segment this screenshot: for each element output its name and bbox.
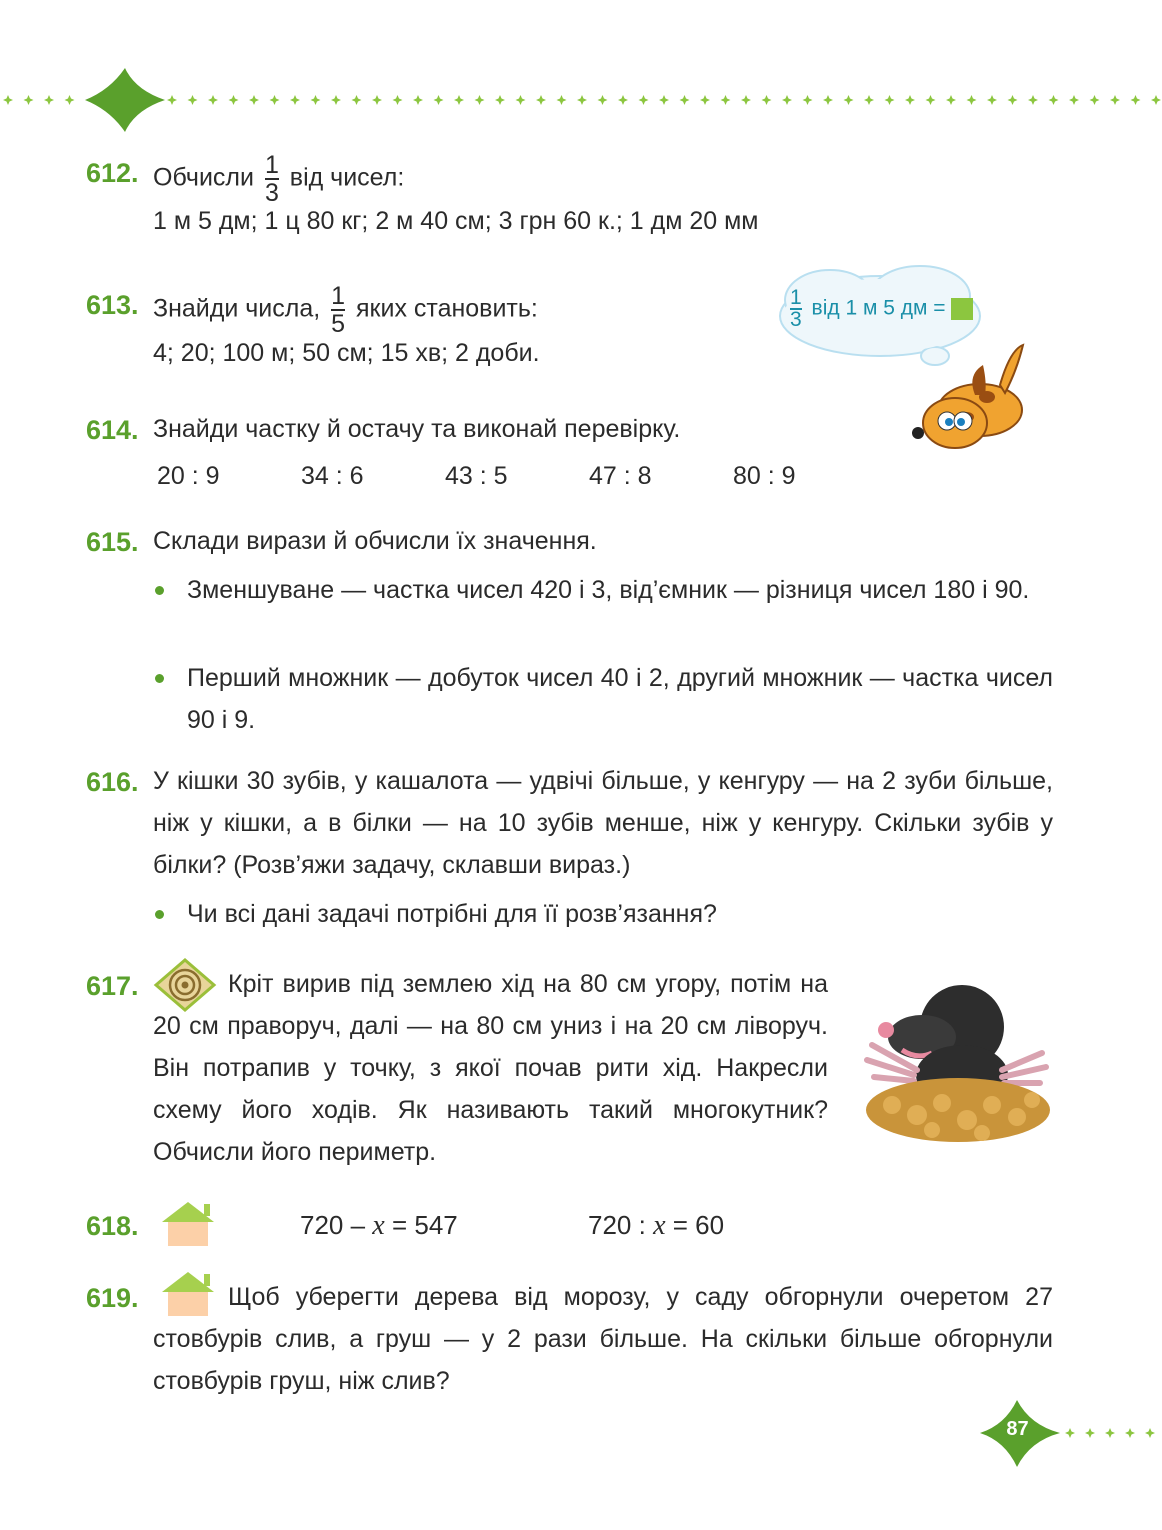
- exercise-612-text: [153, 152, 404, 206]
- fraction: [331, 283, 345, 337]
- star-decoration-icon: [618, 95, 628, 105]
- text-before: Обчисли: [153, 163, 254, 192]
- bullet-icon: [155, 674, 164, 683]
- exercise-number: 613.: [86, 290, 139, 320]
- star-decoration-icon: [1090, 95, 1100, 105]
- mole-illustration-icon: [862, 975, 1054, 1150]
- star-decoration-icon: [905, 95, 915, 105]
- exercise-number: 614.: [86, 415, 139, 445]
- fraction-numerator: 1: [264, 151, 279, 179]
- text-after: від чисел:: [289, 163, 405, 192]
- exercise-613-values: 4; 20; 100 м; 50 см; 15 хв; 2 доби.: [153, 339, 540, 367]
- bubble-expression: від 1 м 5 дм =: [811, 296, 946, 320]
- star-decoration-icon: [1151, 95, 1161, 105]
- star-decoration-icon: [1110, 95, 1120, 105]
- exercise-number: 615.: [86, 527, 139, 557]
- fraction-denominator: 3: [264, 179, 279, 207]
- fraction-numerator: 1: [790, 286, 802, 309]
- exercise-number: 617.: [86, 971, 139, 1001]
- star-decoration-icon: [536, 95, 546, 105]
- equation-left: 720 –: [300, 1210, 373, 1240]
- exercise-619-text: Щоб уберегти дерева від морозу, у саду обгорнули очеретом 27 стовбурів слив, а груш — у 2 рази більше. На скільки більше обгорнули стовбурів груш, ніж слив?: [153, 1283, 1053, 1395]
- exercise-number: 618.: [86, 1211, 139, 1241]
- star-decoration-icon: [1105, 1428, 1115, 1438]
- star-decoration-icon: [352, 95, 362, 105]
- star-decoration-icon: [270, 95, 280, 105]
- star-decoration-icon: [1069, 95, 1079, 105]
- star-decoration-icon: [823, 95, 833, 105]
- equation-right: = 547: [384, 1210, 458, 1240]
- exercise-615-bullet-2: Перший множник — добуток чисел 40 і 2, другий множник — частка чисел 90 і 9.: [187, 664, 1053, 734]
- star-decoration-icon: [311, 95, 321, 105]
- equation-2: [588, 1210, 724, 1242]
- exercise-612-values: 1 м 5 дм; 1 ц 80 кг; 2 м 40 см; 3 грн 60 к.; 1 дм 20 мм: [153, 207, 759, 235]
- division-item: 43 : 5: [445, 462, 508, 490]
- star-decoration-icon: [3, 95, 13, 105]
- exercise-number: 612.: [86, 158, 139, 188]
- homework-house-icon: [160, 1198, 216, 1248]
- division-item: 20 : 9: [157, 462, 220, 490]
- star-decoration-icon: [598, 95, 608, 105]
- equation-variable: x: [653, 1210, 666, 1241]
- fraction-numerator: 1: [331, 282, 346, 310]
- exercise-616-bullet: Чи всі дані задачі потрібні для її розв’язання?: [187, 900, 717, 928]
- dog-illustration-icon: [905, 335, 1030, 460]
- star-decoration-icon: [1131, 95, 1141, 105]
- star-decoration-icon: [413, 95, 423, 105]
- star-decoration-icon: [1065, 1428, 1075, 1438]
- star-decoration-icon: [290, 95, 300, 105]
- star-decoration-icon: [680, 95, 690, 105]
- fraction: [265, 152, 279, 206]
- exercise-615-bullet-1: Зменшуване — частка чисел 420 і 3, від’ємник — різниця чисел 180 і 90.: [187, 576, 1030, 604]
- text-after: яких становить:: [356, 294, 538, 323]
- bullet-icon: [155, 910, 164, 919]
- exercise-615-text: Склади вирази й обчисли їх значення.: [153, 527, 597, 555]
- star-decoration-icon: [721, 95, 731, 105]
- star-decoration-icon: [967, 95, 977, 105]
- fraction-denominator: 3: [790, 308, 802, 331]
- star-decoration-icon: [331, 95, 341, 105]
- star-decoration-icon: [926, 95, 936, 105]
- star-decoration-icon: [1085, 1428, 1095, 1438]
- star-decoration-icon: [782, 95, 792, 105]
- equation-1: [300, 1210, 458, 1242]
- star-decoration-icon: [454, 95, 464, 105]
- division-item: 80 : 9: [733, 462, 796, 490]
- star-decoration-icon: [1125, 1428, 1135, 1438]
- star-decoration-icon: [249, 95, 259, 105]
- equation-right: = 60: [665, 1210, 725, 1240]
- star-decoration-icon: [434, 95, 444, 105]
- star-decoration-icon: [557, 95, 567, 105]
- star-decoration-icon: [741, 95, 751, 105]
- answer-square-icon: [951, 298, 973, 320]
- star-decoration-icon: [639, 95, 649, 105]
- star-decoration-icon: [885, 95, 895, 105]
- star-decoration-icon: [44, 95, 54, 105]
- star-decoration-icon: [393, 95, 403, 105]
- exercise-617-text: Кріт вирив під землею хід на 80 см угору, потім на 20 см праворуч, далі — на 80 см униз і на 20 см ліворуч. Він потрапив у точку, з якої почав рити хід. Накресли схему його ходів. Як називають такий многокутник? Обчисли його периметр.: [153, 970, 828, 1166]
- fraction: [790, 288, 802, 330]
- division-item: 47 : 8: [589, 462, 652, 490]
- star-decoration-icon: [188, 95, 198, 105]
- star-decoration-icon: [24, 95, 34, 105]
- star-decoration-icon: [65, 95, 75, 105]
- division-item: 34 : 6: [301, 462, 364, 490]
- star-decoration-icon: [803, 95, 813, 105]
- star-decoration-icon: [864, 95, 874, 105]
- text-before: Знайди числа,: [153, 294, 321, 323]
- exercise-616-text: У кішки 30 зубів, у кашалота — удвічі більше, у кенгуру — на 2 зуби більше, ніж у кішки, а в білки — на 10 зубів менше, ніж у кенгуру. Скільки зубів у білки? (Розв’яжи задачу, склавши вираз.): [153, 767, 1053, 879]
- equation-left: 720 :: [588, 1210, 654, 1240]
- star-decoration-icon: [475, 95, 485, 105]
- fraction-denominator: 5: [331, 310, 346, 338]
- star-decoration-icon: [516, 95, 526, 105]
- star-decoration-icon: [1049, 95, 1059, 105]
- exercise-number: 619.: [86, 1283, 139, 1313]
- diamond-ornament-icon: [85, 68, 165, 132]
- star-decoration-icon: [208, 95, 218, 105]
- bullet-icon: [155, 586, 164, 595]
- star-decoration-icon: [946, 95, 956, 105]
- star-decoration-icon: [659, 95, 669, 105]
- star-decoration-icon: [229, 95, 239, 105]
- star-decoration-icon: [700, 95, 710, 105]
- page-number: 87: [1006, 1418, 1029, 1440]
- star-decoration-icon: [167, 95, 177, 105]
- thought-bubble-text: [786, 288, 973, 330]
- star-decoration-icon: [577, 95, 587, 105]
- equation-variable: x: [372, 1210, 385, 1241]
- exercise-614-text: Знайди частку й остачу та виконай перевірку.: [153, 415, 681, 443]
- exercise-613-text: [153, 283, 538, 337]
- star-decoration-icon: [372, 95, 382, 105]
- star-decoration-icon: [495, 95, 505, 105]
- star-decoration-icon: [1028, 95, 1038, 105]
- top-border-decoration: [0, 60, 1162, 140]
- star-decoration-icon: [987, 95, 997, 105]
- star-decoration-icon: [1145, 1428, 1155, 1438]
- star-decoration-icon: [844, 95, 854, 105]
- star-decoration-icon: [1008, 95, 1018, 105]
- exercise-number: 616.: [86, 767, 139, 797]
- star-decoration-icon: [762, 95, 772, 105]
